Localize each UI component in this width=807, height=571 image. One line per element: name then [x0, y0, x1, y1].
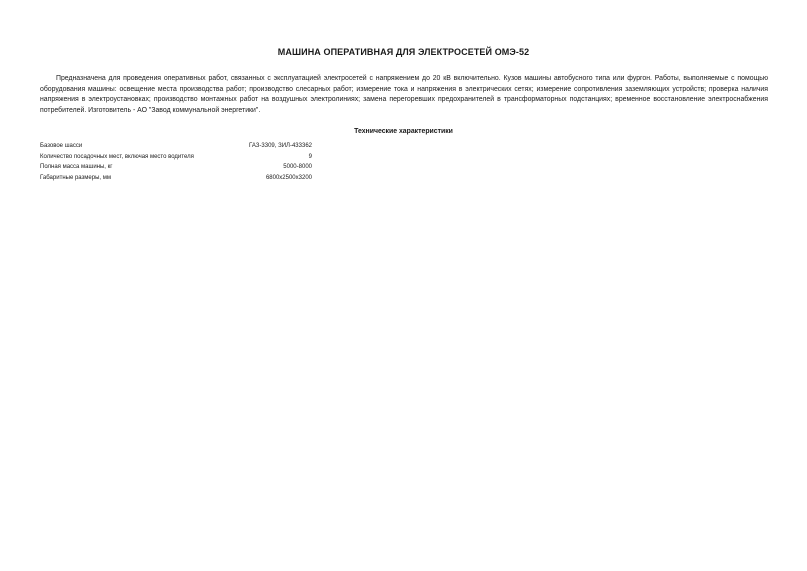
- spec-label: Количество посадочных мест, включая место водителя: [40, 153, 194, 160]
- table-row: [40, 173, 312, 184]
- spec-value: ГАЗ-3309, ЗИЛ-433362: [249, 143, 312, 149]
- spec-label: Полная масса машины, кг: [40, 164, 113, 171]
- spec-label: Габаритные размеры, мм: [40, 175, 112, 182]
- table-row: [40, 152, 312, 163]
- specs-heading: Технические характеристики: [354, 128, 453, 135]
- intro-paragraph: Предназначена для проведения оперативных работ, связанных с эксплуатацией электросетей с напряжением до 20 кВ включительно. Кузов машины автобусного типа или фургон. Работы, выполняемые с помощью оборудования машины: освещение места производства работ; производство слесарных работ; измерение тока и напряжения в электрических сетях; измерение сопротивления заземляющих устройств; проверка наличия напряжения в электроустановках; производство монтажных работ на воздушных электролиниях; замена перегоревших предохранителей в трансформаторных подстанциях; временное восстановление электроснабжения потребителей. Изготовитель - АО "Завод коммунальной энергетики".: [40, 75, 768, 115]
- spec-value: 5000-8000: [283, 164, 312, 171]
- spec-value: 9: [308, 153, 312, 160]
- specs-table: [40, 141, 312, 184]
- document-title: МАШИНА ОПЕРАТИВНАЯ ДЛЯ ЭЛЕКТРОСЕТЕЙ ОМЭ-52: [277, 47, 530, 57]
- table-row: [40, 141, 312, 152]
- spec-label: Базовое шасси: [40, 143, 83, 149]
- table-row: [40, 162, 312, 173]
- spec-value: 6800x2500x3200: [265, 175, 312, 182]
